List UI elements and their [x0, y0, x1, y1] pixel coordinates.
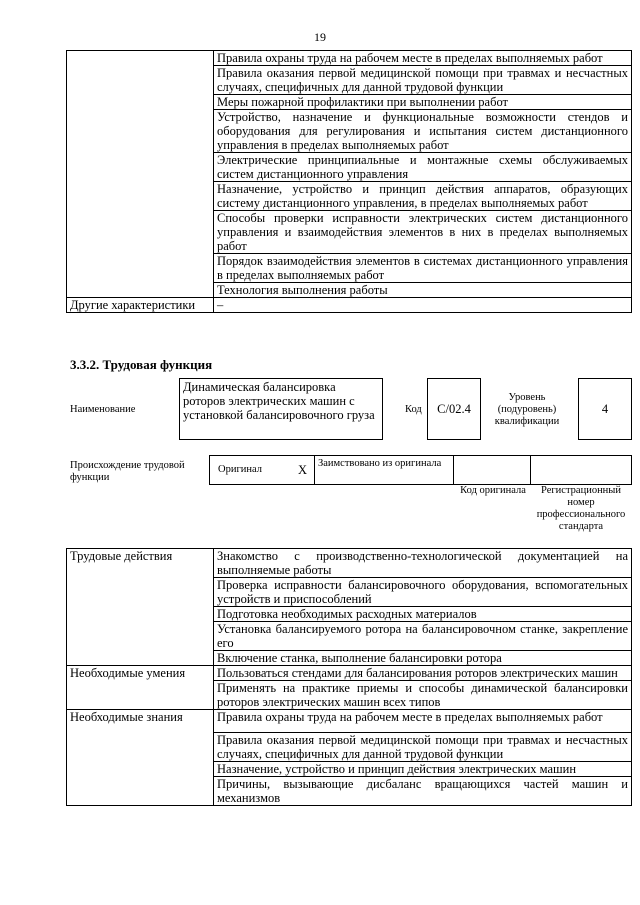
table-cell: Назначение, устройство и принцип действия аппаратов, образующих систему дистанционного управления, в пределах выполняемых работ: [214, 182, 632, 211]
borrowed-label: Заимствовано из оригинала: [318, 458, 442, 469]
code-original-caption: Код оригинала: [460, 485, 526, 496]
original-mark: X: [298, 463, 308, 477]
table-cell: Причины, вызывающие дисбаланс вращающихся частей машин и механизмов: [214, 777, 632, 806]
table-cell: Знакомство с производственно-технологической документацией на выполняемые работы: [214, 549, 632, 578]
knowledge-table-continued: [66, 50, 632, 313]
origin-box: [209, 455, 632, 485]
row-label: Необходимые умения: [67, 666, 214, 710]
table-cell: Правила оказания первой медицинской помощи при травмах и несчастных случаях, специфичных для данной трудовой функции: [214, 66, 632, 95]
code-box: [427, 378, 481, 440]
name-label: Наименование: [70, 404, 136, 415]
level-label: Уровень (подуровень) квалификации: [494, 392, 560, 427]
function-name-box: [179, 378, 383, 440]
table-cell: Порядок взаимодействия элементов в системах дистанционного управления в пределах выполняемых работ: [214, 254, 632, 283]
table-cell: Правила охраны труда на рабочем месте в пределах выполняемых работ: [214, 710, 632, 733]
function-name: Динамическая балансировка роторов электрических машин с установкой балансировочного груза: [183, 380, 375, 422]
table-cell: Проверка исправности балансировочного оборудования, вспомогательных устройств и приспособлений: [214, 578, 632, 607]
row-label: Трудовые действия: [67, 549, 214, 666]
divider: [530, 456, 531, 484]
divider: [314, 456, 315, 484]
code-value: C/02.4: [437, 402, 471, 416]
table-cell: Правила оказания первой медицинской помощи при травмах и несчастных случаях, специфичных для данной трудовой функции: [214, 733, 632, 762]
original-label: Оригинал: [218, 464, 262, 475]
table-cell: Устройство, назначение и функциональные возможности стендов и оборудования для регулирования и испытания систем дистанционного управления в пределах выполняемых работ: [214, 110, 632, 153]
reg-number-caption: Регистрационный номер профессионального стандарта: [536, 485, 626, 532]
level-value: 4: [601, 402, 609, 416]
table-cell: Меры пожарной профилактики при выполнении работ: [214, 95, 632, 110]
table-cell: Технология выполнения работы: [214, 283, 632, 298]
table-cell: Включение станка, выполнение балансировки ротора: [214, 651, 632, 666]
table-cell: Способы проверки исправности электрических систем дистанционного управления и взаимодействия элементов в них в пределах выполняемых работ: [214, 211, 632, 254]
table-cell: Правила охраны труда на рабочем месте в пределах выполняемых работ: [214, 51, 632, 66]
table-cell: Электрические принципиальные и монтажные схемы обслуживаемых систем дистанционного управления: [214, 153, 632, 182]
row-label: [67, 51, 214, 298]
level-box: [578, 378, 632, 440]
table-cell: Подготовка необходимых расходных материалов: [214, 607, 632, 622]
table-cell: Назначение, устройство и принцип действия электрических машин: [214, 762, 632, 777]
origin-label: Происхождение трудовой функции: [70, 460, 185, 483]
table-cell: –: [214, 298, 632, 313]
table-cell: Применять на практике приемы и способы динамической балансировки роторов электрических машин всех типов: [214, 681, 632, 710]
section-heading: 3.3.2. Трудовая функция: [70, 357, 213, 372]
divider: [453, 456, 454, 484]
row-label: Другие характеристики: [67, 298, 214, 313]
row-label: Необходимые знания: [67, 710, 214, 806]
table-cell: Пользоваться стендами для балансирования роторов электрических машин: [214, 666, 632, 681]
page-number: 19: [314, 30, 326, 44]
labor-function-table: [66, 548, 632, 806]
code-label: Код: [405, 404, 422, 415]
table-cell: Установка балансируемого ротора на балансировочном станке, закрепление его: [214, 622, 632, 651]
